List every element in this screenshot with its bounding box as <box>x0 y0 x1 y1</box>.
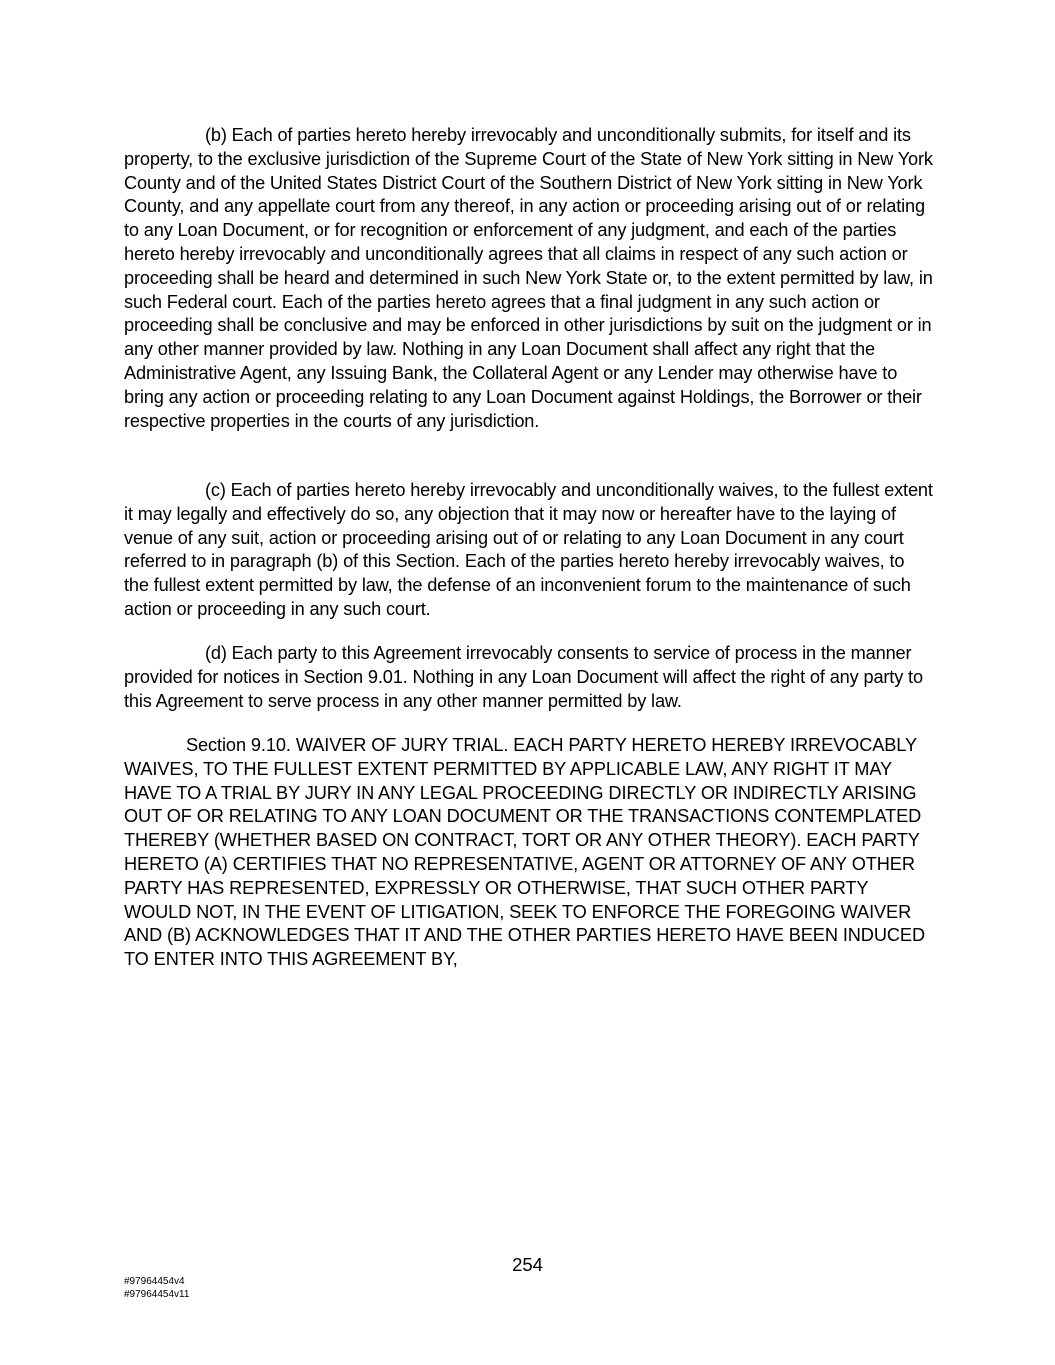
document-id-v4: #97964454v4 <box>124 1276 185 1287</box>
section-9-10-text: Section 9.10. WAIVER OF JURY TRIAL. EACH PARTY HERETO HEREBY IRREVOCABLY WAIVES, TO THE FULLEST EXTENT PERMITTED BY APPLICABLE LAW, ANY RIGHT IT MAY HAVE TO A TRIAL BY JURY IN ANY LEGAL PROCEEDING DIRECTLY OR INDIRECTLY ARISING OUT OF OR RELATING TO ANY LOAN DOCUMENT OR THE TRANSACTIONS CONTEMPLATED THEREBY (WHETHER BASED ON CONTRACT, TORT OR ANY OTHER THEORY). EACH PARTY HERETO (A) CERTIFIES THAT NO REPRESENTATIVE, AGENT OR ATTORNEY OF ANY OTHER PARTY HAS REPRESENTED, EXPRESSLY OR OTHERWISE, THAT SUCH OTHER PARTY WOULD NOT, IN THE EVENT OF LITIGATION, SEEK TO ENFORCE THE FOREGOING WAIVER AND (B) ACKNOWLEDGES THAT IT AND THE OTHER PARTIES HERETO HAVE BEEN INDUCED TO ENTER INTO THIS AGREEMENT BY, <box>124 735 925 970</box>
paragraph-b <box>124 124 934 433</box>
paragraph-b-text: (b) Each of parties hereto hereby irrevocably and unconditionally submits, for itself and its property, to the exclusive jurisdiction of the Supreme Court of the State of New York sitting in New York County and of the United States District Court of the Southern District of New York sitting in New York County, and any appellate court from any thereof, in any action or proceeding arising out of or relating to any Loan Document, or for recognition or enforcement of any judgment, and each of the parties hereto hereby irrevocably and unconditionally agrees that all claims in respect of any such action or proceeding shall be heard and determined in such New York State or, to the extent permitted by law, in such Federal court. Each of the parties hereto agrees that a final judgment in any such action or proceeding shall be conclusive and may be enforced in other jurisdictions by suit on the judgment or in any other manner provided by law. Nothing in any Loan Document shall affect any right that the Administrative Agent, any Issuing Bank, the Collateral Agent or any Lender may otherwise have to bring any action or proceeding relating to any Loan Document against Holdings, the Borrower or their respective properties in the courts of any jurisdiction. <box>124 125 933 431</box>
paragraph-c <box>124 479 934 622</box>
page-number: 254 <box>512 1254 543 1275</box>
paragraph-c-text: (c) Each of parties hereto hereby irrevocably and unconditionally waives, to the fullest extent it may legally and effectively do so, any objection that it may now or hereafter have to the laying of venue of any suit, action or proceeding arising out of or relating to any Loan Document in any court referred to in paragraph (b) of this Section. Each of the parties hereto hereby irrevocably waives, to the fullest extent permitted by law, the defense of an inconvenient forum to the maintenance of such action or proceeding in any such court. <box>124 480 933 619</box>
paragraph-d <box>124 642 934 713</box>
document-id-v11: #97964454v11 <box>124 1289 190 1300</box>
section-9-10-jury-waiver <box>124 734 939 972</box>
paragraph-d-text: (d) Each party to this Agreement irrevocably consents to service of process in the manner provided for notices in Section 9.01. Nothing in any Loan Document will affect the right of any party to this Agreement to serve process in any other manner permitted by law. <box>124 643 923 711</box>
